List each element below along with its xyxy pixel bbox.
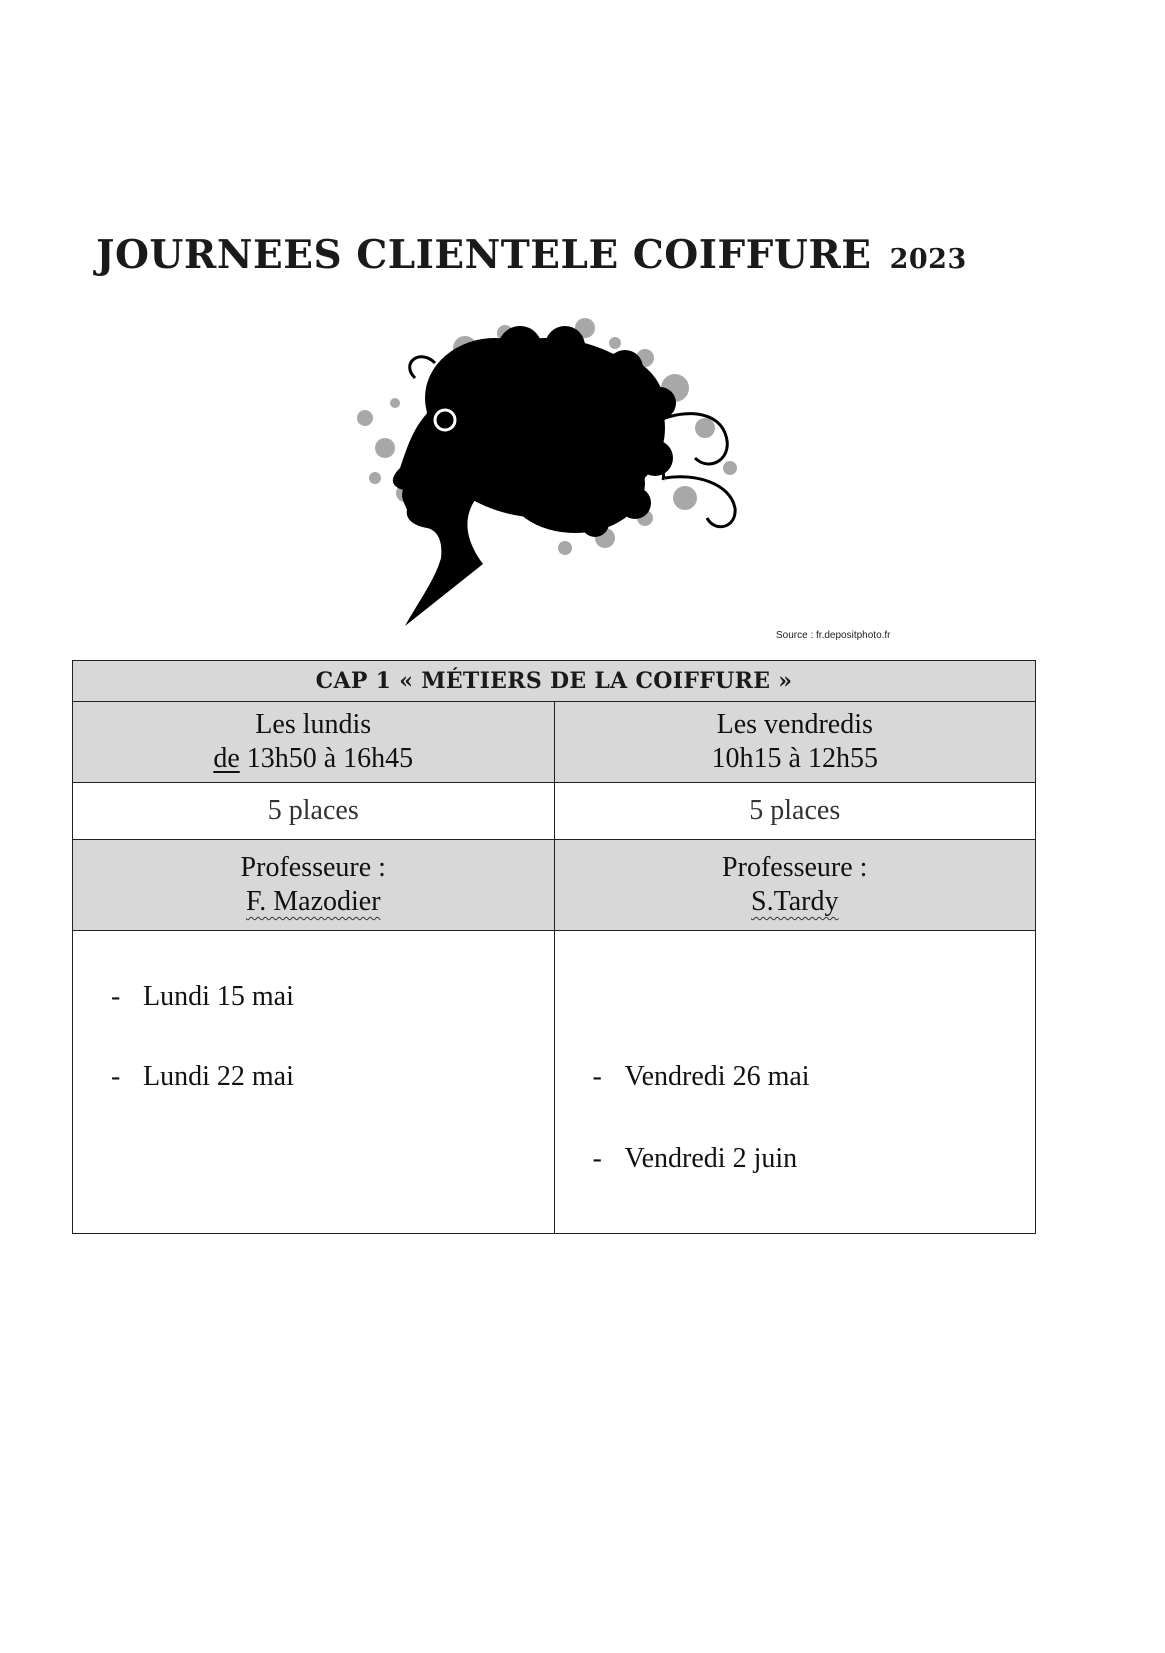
- friday-time-range: 10h15 à 12h55: [711, 743, 878, 774]
- list-item: [111, 1061, 294, 1093]
- monday-places: 5 places: [73, 783, 555, 840]
- hair-silhouette-illustration: [345, 308, 775, 628]
- monday-teacher-cell: [73, 840, 555, 931]
- monday-date-2: Lundi 22 mai: [143, 1061, 294, 1092]
- monday-time-prefix: de: [213, 743, 240, 774]
- monday-time-range: 13h50 à 16h45: [246, 743, 414, 774]
- list-bullet: -: [111, 1061, 121, 1092]
- table-caption: CAP 1 « MÉTIERS DE LA COIFFURE »: [73, 661, 1036, 702]
- monday-day-label: Les lundis: [255, 709, 372, 740]
- list-bullet: -: [592, 1061, 602, 1092]
- list-item: [593, 1061, 810, 1093]
- monday-dates-cell: [73, 931, 555, 1234]
- monday-time-cell: [73, 702, 555, 783]
- friday-places: 5 places: [554, 783, 1036, 840]
- friday-date-1: Vendredi 26 mai: [624, 1061, 810, 1092]
- monday-time-line: [73, 742, 554, 776]
- monday-teacher-label: Professeure :: [240, 852, 386, 883]
- monday-teacher-name: F. Mazodier: [245, 886, 381, 917]
- image-source-credit: Source : fr.depositphoto.fr: [776, 630, 891, 641]
- page-title: [96, 232, 967, 278]
- friday-teacher-name: S.Tardy: [751, 886, 839, 917]
- list-bullet: -: [592, 1143, 602, 1174]
- schedule-table: [72, 660, 1036, 1234]
- friday-date-2: Vendredi 2 juin: [624, 1143, 798, 1174]
- friday-time-cell: [554, 702, 1036, 783]
- monday-date-1: Lundi 15 mai: [143, 981, 294, 1012]
- list-item: [111, 981, 294, 1013]
- friday-day-label: Les vendredis: [716, 709, 873, 740]
- friday-teacher-label: Professeure :: [722, 852, 868, 883]
- list-item: [593, 1143, 798, 1175]
- friday-dates-cell: [554, 931, 1036, 1234]
- title-year: 2023: [889, 244, 967, 275]
- title-text: JOURNEES CLIENTELE COIFFURE: [96, 232, 872, 278]
- friday-teacher-cell: [554, 840, 1036, 931]
- list-bullet: -: [111, 981, 121, 1012]
